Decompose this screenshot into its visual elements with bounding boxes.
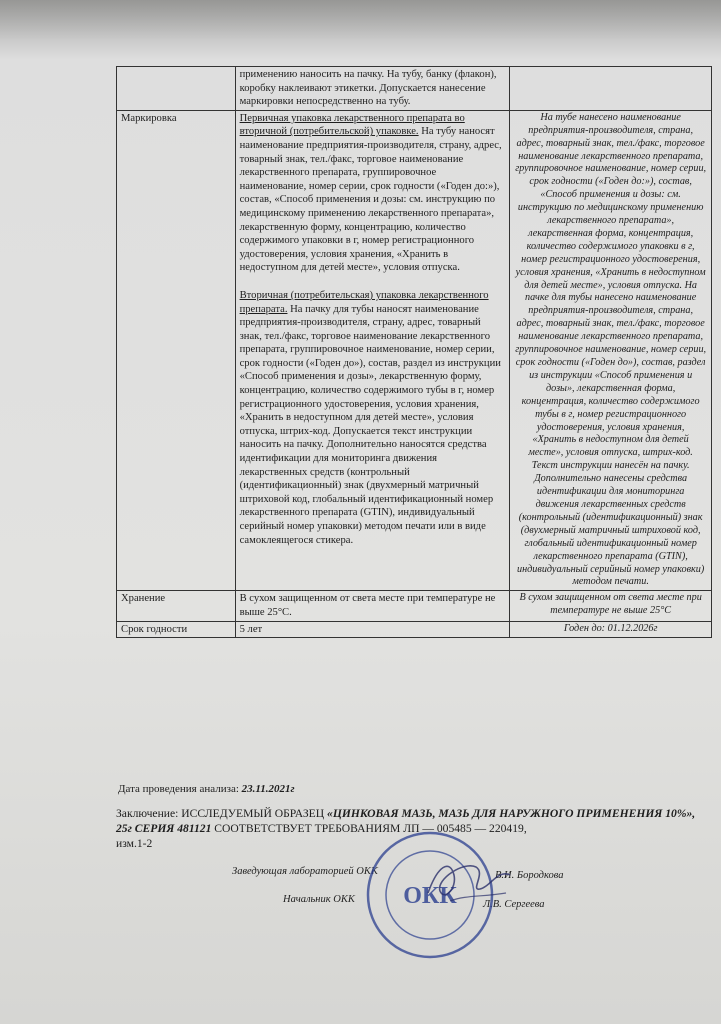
storage-requirement: В сухом защищенном от света месте при температуре не выше 25°С. — [235, 591, 510, 621]
marking-label: Маркировка — [117, 110, 236, 591]
conclusion-line2: изм.1-2 — [116, 837, 153, 850]
head-lab-title: Заведующая лабораторией ОКК — [232, 866, 378, 877]
secondary-text: На пачку для тубы наносят наименование предприятия-производителя, страну, адрес, товарный знак, тел./факс, торговое наименование лекарственного препарата, группировочное наименование, номер серии, срок годности («Годен до»), состав, раздел из инструкции «Способ применения и дозы», лекарственную форму, концентрацию, количество содержимого тубы в г, номер регистрационного удостоверения, условия хранения, «Хранить в недоступном для детей месте», условия отпуска, штрих-код. Допускается текст инструкции наносить на пачку. Дополнительно наносятся средства идентификации для мониторинга движения лекарственных средств (контрольный (идентификационный) знак (двухмерный матричный штриховой код, глобальный идентификационный номер лекарственного препарата (GTIN), индивидуальный серийный номер упаковки) методом печати или в виде самоклеящегося стикера. — [239, 303, 501, 546]
primary-heading: Первичная упаковка лекарственного препарата во вторичной (потребительской) упаковке. — [239, 112, 465, 138]
secondary-heading: Вторичная (потребительская) упаковка лекарственного препарата. — [239, 289, 489, 315]
shelf-life-requirement: 5 лет — [235, 621, 510, 638]
scan-shadow — [0, 0, 721, 60]
table-row-marking — [117, 110, 712, 591]
table-row — [117, 67, 712, 111]
analysis-date-label: Дата проведения анализа: — [118, 783, 239, 795]
conclusion-suffix: СООТВЕТСТВУЕТ ТРЕБОВАНИЯМ ЛП — 005485 — 220419, — [214, 822, 527, 835]
conclusion-prefix: Заключение: ИССЛЕДУЕМЫЙ ОБРАЗЕЦ — [116, 807, 325, 820]
empty-cell — [117, 67, 236, 111]
shelf-life-result: Годен до: 01.12.2026г — [510, 621, 712, 638]
table-row-storage — [117, 591, 712, 621]
primary-text: На тубу наносят наименование предприятия-производителя, страну, адрес, товарный знак, тел./факс, торговое наименование лекарственного препарата, группировочное наименование, номер серии, срок годности («Годен до:»), состав, «Способ применения и дозы: см. инструкцию по медицинскому применению лекарственного препарата», лекарственную форму, концентрацию, количество содержимого упаковки в г, номер регистрационного удостоверения, условия хранения, «Хранить в недоступном для детей месте», условия отпуска. — [239, 126, 502, 274]
conclusion-product: «ЦИНКОВАЯ МАЗЬ, МАЗЬ ДЛЯ НАРУЖНОГО ПРИМЕНЕНИЯ 10%», 25г СЕРИЯ 481121 — [116, 807, 696, 835]
storage-label: Хранение — [117, 591, 236, 621]
analysis-date-value: 23.11.2021г — [241, 783, 295, 795]
marking-requirement — [235, 110, 510, 591]
handwritten-signature — [420, 845, 520, 915]
table-row-shelf-life — [117, 621, 712, 638]
stamp-text: ОКК — [403, 883, 457, 909]
specification-table — [116, 66, 712, 638]
head-lab-name: В.И. Бородкова — [495, 870, 564, 881]
analysis-date — [118, 783, 295, 795]
empty-cell — [510, 67, 712, 111]
shelf-life-label: Срок годности — [117, 621, 236, 638]
storage-result: В сухом защищенном от света месте при температуре не выше 25°С — [510, 591, 712, 621]
head-okk-name: Л.В. Сергеева — [483, 899, 545, 910]
marking-result: На тубе нанесено наименование предприятия-производителя, страна, адрес, товарный знак, тел./факс, торговое наименование лекарственного препарата, группировочное наименование, номер серии, срок годности («Годен до:»), состав, «Способ применения и дозы: см. инструкцию по медицинскому применению лекарственного препарата», лекарственная форма, концентрация, количество содержимого упаковки в г, номер регистрационного удостоверения, условия хранения, «Хранить в недоступном для детей месте», условия отпуска. На пачке для тубы нанесено наименование предприятия-производителя, страна, адрес, товарный знак, тел./факс, торговое наименование лекарственного препарата, группировочное наименование, номер серии, срок годности («Годен до»), состав, раздел из инструкции «Способ применения и дозы», лекарственная форма, концентрация, количество содержимого тубы в г, номер регистрационного удостоверения, условия хранения, «Хранить в недоступном для детей месте», условия отпуска, штрих-код. Текст инструкции нанесён на пачку. Дополнительно нанесены средства идентификации для мониторинга движения лекарственных средств (контрольный (идентификационный) знак (двухмерный матричный штриховой код, глобальный идентификационный номер лекарственного препарата (GTIN), индивидуальный серийный номер упаковки) методом печати. — [510, 110, 712, 591]
row-top-text: применению наносить на пачку. На тубу, банку (флакон), коробку наклеивают этикетки. Допускается нанесение маркировки непосредственно на тубу. — [235, 67, 510, 111]
head-okk-title: Начальник ОКК — [283, 894, 355, 905]
